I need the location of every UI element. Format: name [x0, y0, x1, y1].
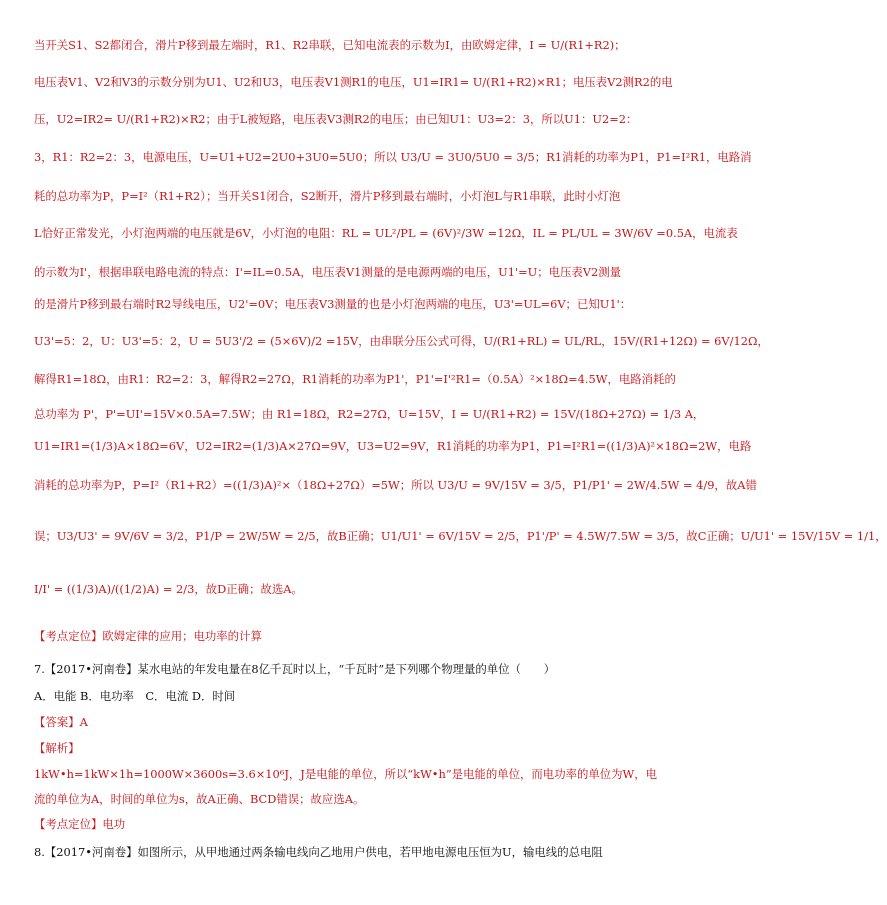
q7-analysis-label: 【解析】 [34, 741, 80, 755]
analysis-line: 的示数为I'，根据串联电路电流的特点：I'=IL=0.5A，电压表V1测量的是电源两端的电压，U1'=U；电压表V2测量 [34, 265, 622, 279]
analysis-line: U1=IR1=(1/3)A×18Ω=6V，U2=IR2=(1/3)A×27Ω=9V，U3=U2=9V，R1消耗的功率为P1，P1=I²R1=((1/3)A)²×18Ω=2W，电路 [34, 439, 752, 453]
analysis-line: 压，U2=IR2= U/(R1+R2)×R2；由于L被短路，电压表V3测R2的电压；由已知U1：U3=2：3，所以U1：U2=2： [34, 112, 638, 126]
points-label: 【考点定位】 [34, 629, 103, 643]
q6-points-row [34, 627, 609, 645]
analysis-line: U3'=5：2，U：U3'=5：2，U = 5U3'/2 = (5×6V)/2 =15V，由串联分压公式可得，U/(R1+RL) = UL/RL，15V/(R1+12Ω) = 6V/12Ω， [34, 334, 769, 348]
analysis-line: 误；U3/U3' = 9V/6V = 3/2，P1/P = 2W/5W = 2/5，故B正确；U1/U1' = 6V/15V = 2/5，P1'/P' = 4.5W/7.5W = 3/5，故C正确；U/U1' = 15V/15V = 1/1， [34, 529, 887, 543]
analysis-line: 当开关S1、S2都闭合，滑片P移到最左端时，R1、R2串联，已知电流表的示数为I，由欧姆定律，I = U/(R1+R2)； [34, 38, 626, 52]
analysis-line: 消耗的总功率为P，P=I²（R1+R2）=((1/3)A)²×（18Ω+27Ω）=5W；所以 U3/U = 9V/15V = 3/5，P1/P1' = 2W/4.5W = 4/9，故A错 [34, 478, 757, 492]
analysis-line: 的是滑片P移到最右端时R2导线电压，U2'=0V；电压表V3测量的也是小灯泡两端的电压，U3'=UL=6V；已知U1'： [34, 297, 632, 311]
analysis-line: 耗的总功率为P，P=I²（R1+R2）；当开关S1闭合，S2断开，滑片P移到最右端时，小灯泡L与R1串联，此时小灯泡 [34, 189, 621, 203]
q7-question: 7.【2017•河南卷】某水电站的年发电量在8亿千瓦时以上，“千瓦时”是下列哪个物理量的单位（ ） [34, 662, 556, 676]
q7-answer-row [34, 713, 609, 731]
points-text: 欧姆定律的应用；电功率的计算 [102, 629, 262, 643]
points-label: 【考点定位】 [34, 817, 103, 831]
q7-analysis-line: 1kW•h=1kW×1h=1000W×3600s=3.6×10⁶J，J是电能的单位，所以“kW•h”是电能的单位，而电功率的单位为W，电 [34, 767, 658, 781]
q7-points-row [34, 815, 609, 833]
points-text: 电功 [102, 817, 126, 831]
q7-options: A．电能 B．电功率 C．电流 D．时间 [34, 689, 236, 703]
q8-question: 8.【2017•河南卷】如图所示，从甲地通过两条输电线向乙地用户供电，若甲地电源电压恒为U，输电线的总电阻 [34, 845, 603, 859]
analysis-line: 电压表V1、V2和V3的示数分别为U1、U2和U3，电压表V1测R1的电压，U1=IR1= U/(R1+R2)×R1；电压表V2测R2的电 [34, 75, 673, 89]
q7-analysis-line: 流的单位为A，时间的单位为s，故A正确、BCD错误；故应选A。 [34, 792, 365, 806]
answer-label: 【答案】 [34, 715, 80, 729]
analysis-line: 3，R1：R2=2：3，电源电压，U=U1+U2=2U0+3U0=5U0；所以 U3/U = 3U0/5U0 = 3/5；R1消耗的功率为P1，P1=I²R1，电路消 [34, 150, 752, 164]
analysis-line: 解得R1=18Ω，由R1：R2=2：3，解得R2=27Ω，R1消耗的功率为P1'，P1'=I'²R1=（0.5A）²×18Ω=4.5W，电路消耗的 [34, 372, 676, 386]
answer-value: A [79, 715, 88, 729]
analysis-line: L恰好正常发光，小灯泡两端的电压就是6V，小灯泡的电阻：RL = UL²/PL = (6V)²/3W =12Ω，IL = PL/UL = 3W/6V =0.5A，电流表 [34, 226, 738, 240]
analysis-line: 总功率为 P'，P'=UI'=15V×0.5A=7.5W；由 R1=18Ω，R2=27Ω，U=15V，I = U/(R1+R2) = 15V/(18Ω+27Ω) = 1/3 A， [34, 407, 705, 421]
analysis-line: I/I' = ((1/3)A)/((1/2)A) = 2/3，故D正确；故选A。 [34, 582, 303, 596]
